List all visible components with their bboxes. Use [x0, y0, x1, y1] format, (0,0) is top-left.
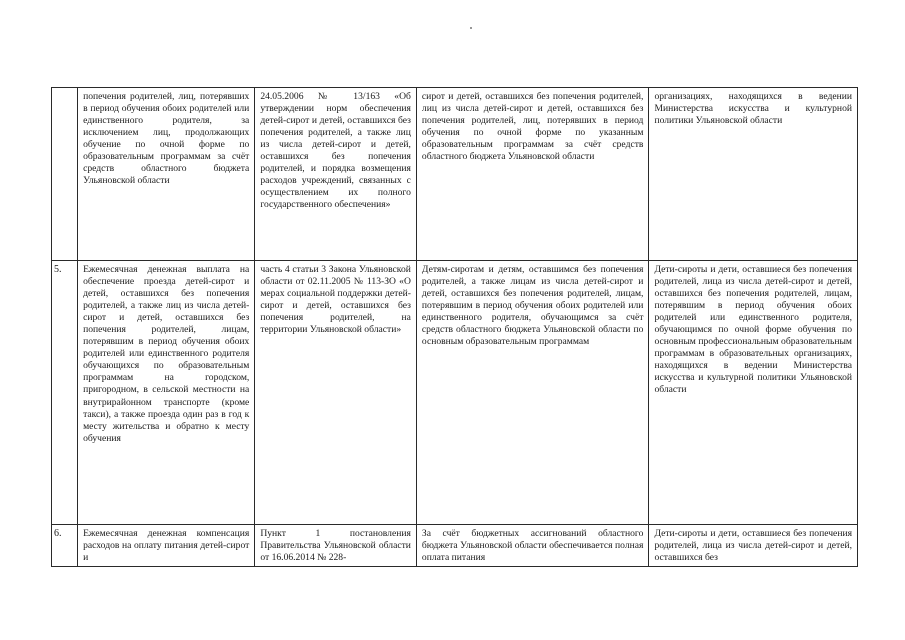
legal-basis-cell: часть 4 статьи 3 Закона Ульяновской области от 02.11.2005 № 113-ЗО «О мерах социальной поддержки детей-сирот и детей, оставшихся без попечения родителей, на территории Ульяновской области»: [255, 261, 417, 525]
measure-name-cell: попечения родителей, лиц, потерявших в период обучения обоих родителей или единственного родителя, за исключением лиц, продолжающих обучение по очной форме по образовательным программам за счёт средств областного бюджета Ульяновской области: [78, 88, 255, 261]
conditions-cell: За счёт бюджетных ассигнований областного бюджета Ульяновской области обеспечивается полная оплата питания: [416, 525, 649, 567]
document-table: [51, 87, 858, 567]
conditions-cell: Детям-сиротам и детям, оставшимся без попечения родителей, а также лицам из числа детей-сирот и детей, оставшихся без попечения родителей, лицам, потерявшим в период обучения обоих родителей или единственного родителя, обучающимся за счёт средств областного бюджета Ульяновской области по основным образовательным программам: [416, 261, 649, 525]
conditions-cell: сирот и детей, оставшихся без попечения родителей, лиц из числа детей-сирот и детей, оставшихся без попечения родителей, лиц, потерявших в период обучения по очной форме по указанным образовательным программам за счёт средств областного бюджета Ульяновской области: [416, 88, 649, 261]
recipients-cell: организациях, находящихся в ведении Министерства искусства и культурной политики Ульяновской области: [649, 88, 858, 261]
row-number: 5.: [52, 261, 78, 525]
table-row: [52, 261, 858, 525]
measure-name-cell: Ежемесячная денежная выплата на обеспечение проезда детей-сирот и детей, оставшихся без попечения родителей, а также лиц из числа детей-сирот и детей, оставшихся без попечения родителей, лицам, потерявшим в период обучения обоих родителей или единственного родителя обучающихся по образовательным программам на городском, пригородном, в сельской местности на внутрирайонном транспорте (кроме такси), а также проезда один раз в год к месту жительства и обратно к месту обучения: [78, 261, 255, 525]
recipients-cell: Дети-сироты и дети, оставшиеся без попечения родителей, лица из числа детей-сирот и детей, оставшихся без: [649, 525, 858, 567]
recipients-cell: Дети-сироты и дети, оставшиеся без попечения родителей, лица из числа детей-сирот и детей, оставшихся без попечения родителей, лицам, потерявшим в период обучения обоих родителей или единственного родителя, обучающимся по очной форме обучения по основным профессиональным образовательным программам в образовательных организациях, находящихся в ведении Министерства искусства и культурной политики Ульяновской области: [649, 261, 858, 525]
measure-name-cell: Ежемесячная денежная компенсация расходов на оплату питания детей-сирот и: [78, 525, 255, 567]
row-number: [52, 88, 78, 261]
row-number: 6.: [52, 525, 78, 567]
legal-basis-cell: Пункт 1 постановления Правительства Ульяновской области от 16.06.2014 № 228-: [255, 525, 417, 567]
legal-basis-cell: 24.05.2006 № 13/163 «Об утверждении норм обеспечения детей-сирот и детей, оставшихся без попечения родителей, а также лиц из числа детей-сирот и детей, оставшихся без попечения родителей, и порядка возмещения расходов учреждений, связанных с осуществлением их полного государственного обеспечения»: [255, 88, 417, 261]
table-row: [52, 88, 858, 261]
table-row: [52, 525, 858, 567]
scan-speck: [470, 27, 472, 29]
